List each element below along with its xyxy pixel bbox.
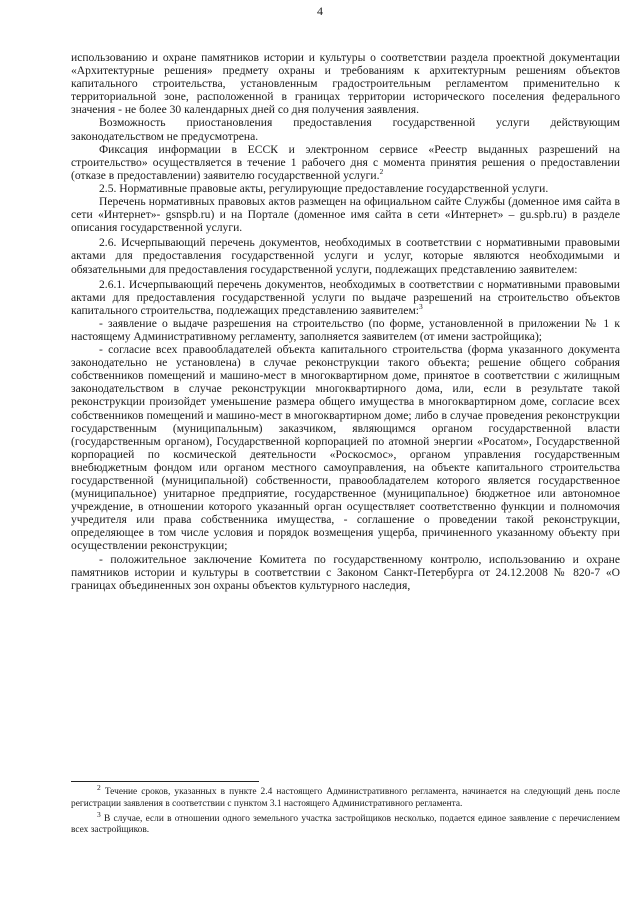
paragraph-suspension: Возможность приостановления предоставления государственной услуги действующим законодательством не предусмотрена. <box>71 116 620 143</box>
paragraph-monuments-conclusion: использованию и охране памятников истории и культуры о соответствии раздела проектной документации «Архитектурные решения» предмету охраны и требованиям к архитектурным решениям объектов капитального строительства, установленным градостроительным регламентом применительно к территориальной зоне, расположенной в границах территории исторического поселения федерального значения - не более 30 календарных дней со дня получения заявления. <box>71 51 620 117</box>
footnote-2 <box>71 782 620 811</box>
footnote-ref-3: 3 <box>419 301 423 311</box>
paragraph-essk-registry-text: Фиксация информации в ЕССК и электронном сервисе «Реестр выданных разрешений на строительство» осуществляется в течение 1 рабочего дня с момента принятия решения о предоставлении (отказе в предоставлении) заявителю государственной услуги. <box>71 142 620 182</box>
footnote-2-mark: 2 <box>97 782 101 792</box>
footnotes <box>71 782 620 840</box>
section-2-6-1-text: 2.6.1. Исчерпывающий перечень документов, необходимых в соответствии с нормативными правовыми актами для предоставления государственной услуги по выдаче разрешений на строительство объектов капитального строительства, подлежащих представлению заявителем: <box>71 277 620 317</box>
footnote-3 <box>71 809 620 838</box>
footnote-3-mark: 3 <box>97 809 101 819</box>
document-body <box>71 51 620 592</box>
list-item-committee-conclusion: - положительное заключение Комитета по государственному контролю, использованию и охране памятников истории и культуры в соответствии с Законом Санкт-Петербурга от 24.12.2008 № 820-7 «О границах объединенных зон охраны объектов культурного наследия, <box>71 552 620 592</box>
section-2-6-heading: 2.6. Исчерпывающий перечень документов, необходимых в соответствии с нормативными правовыми актами для предоставления государственной услуги и услуг, которые являются необходимыми и обязательными для предоставления государственной услуги, подлежащих представлению заявителем: <box>71 236 620 276</box>
footnote-ref-2: 2 <box>379 166 384 176</box>
section-2-6-1-heading <box>71 278 620 317</box>
list-item-owners-consent: - согласие всех правообладателей объекта капитального строительства (форма указанного документа законодательно не установлена) в случае реконструкции такого объекта; решение общего собрания собственников помещений и машино-мест в многоквартирном доме, принятое в соответствии с жилищным законодательством в случае реконструкции многоквартирного дома, или, если в результате такой реконструкции произойдет уменьшение размера общего имущества в многоквартирном доме, согласие всех собственников помещений и машино-мест в многоквартирном доме; либо в случае проведения реконструкции государственным (муниципальным) заказчиком, являющимся органом государственной власти (государственным органом), Государственной корпорацией по атомной энергии «Росатом», Государственной корпорацией по космической деятельности «Роскосмос», органом управления государственным внебюджетным фондом или органом местного самоуправления, на объекте капитального строительства государственной (муниципальной) собственности, правообладателем которого является государственное (муниципальное) унитарное предприятие, государственное (муниципальное) бюджетное или автономное учреждение, в отношении которого указанный орган осуществляет соответственно функции и полномочия учредителя или права собственника имущества, - соглашение о проведении такой реконструкции, определяющее в том числе условия и порядок возмещения ущерба, причиненного указанному объекту при осуществлении реконструкции; <box>71 343 620 553</box>
footnote-3-text: В случае, если в отношении одного земельного участка застройщиков несколько, подается единое заявление с перечислением всех застройщиков. <box>71 813 620 836</box>
list-item-application: - заявление о выдаче разрешения на строительство (по форме, установленной в приложении № 1 к настоящему Административному регламенту, заполняется заявителем (от имени застройщика); <box>71 316 620 343</box>
footnote-2-text: Течение сроков, указанных в пункте 2.4 настоящего Административного регламента, начинается на следующий день после регистрации заявления в соответствии с пунктом 3.1 настоящего Административного регламента. <box>71 787 620 809</box>
paragraph-legal-acts-list: Перечень нормативных правовых актов размещен на официальном сайте Службы (доменное имя сайта в сети «Интернет»- gsnspb.ru) и на Портале (доменное имя сайта в сети «Интернет» – gu.spb.ru) в разделе описания государственной услуги. <box>71 195 620 235</box>
footnote-divider <box>71 781 259 782</box>
paragraph-essk-registry <box>71 143 620 182</box>
section-2-5-heading: 2.5. Нормативные правовые акты, регулирующие предоставление государственной услуги. <box>99 181 549 195</box>
page-number: 4 <box>317 4 323 18</box>
